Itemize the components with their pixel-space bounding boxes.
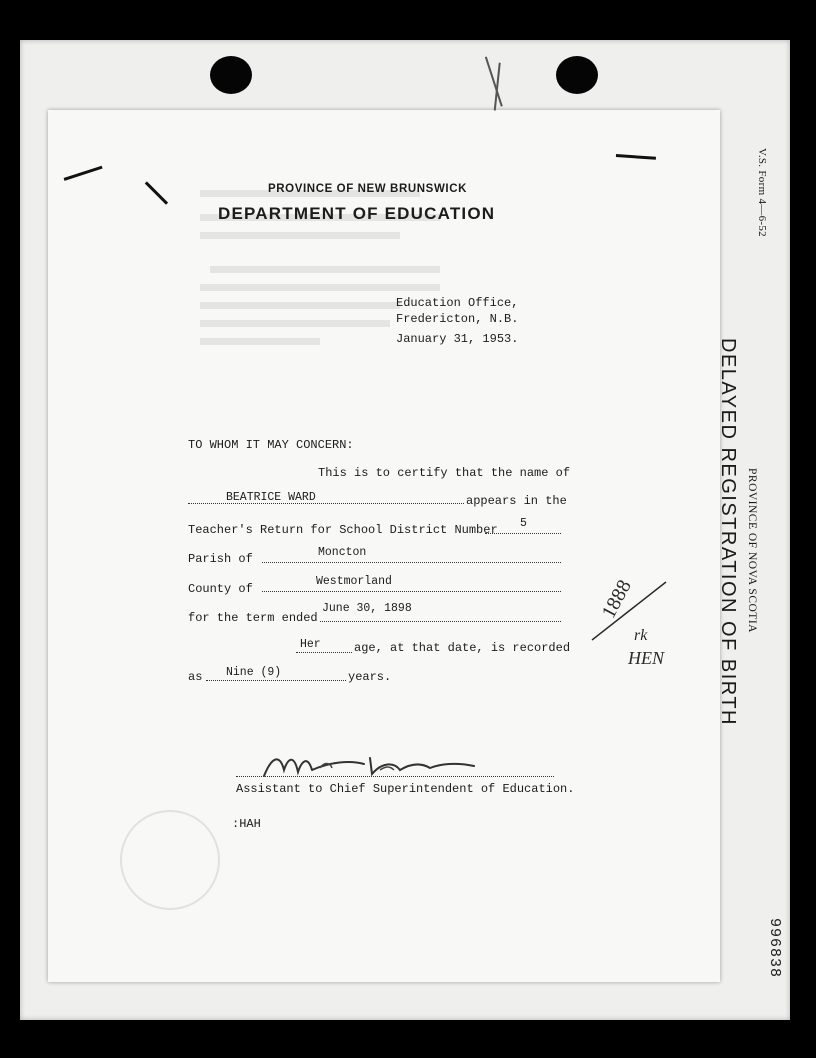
pronoun-line (296, 652, 352, 653)
district-label: Teacher's Return for School District Number (188, 523, 498, 537)
delayed-registration-title: DELAYED REGISTRATION OF BIRTH (717, 338, 739, 726)
parish-line (262, 562, 561, 563)
salutation: TO WHOM IT MAY CONCERN: (188, 438, 354, 452)
letter-date: January 31, 1953. (396, 332, 519, 346)
margin-note-initials-bottom: HEN (628, 648, 664, 668)
district-number-value: 5 (520, 517, 527, 530)
punch-hole-right (556, 56, 598, 94)
age-text: age, at that date, is recorded (354, 641, 571, 655)
letterhead-department: DEPARTMENT OF EDUCATION (218, 204, 496, 223)
serial-number: 996838 (766, 918, 783, 979)
as-label: as (188, 670, 203, 684)
county-line (262, 591, 561, 592)
margin-note-initials-top: rk (634, 627, 648, 644)
term-label: for the term ended (188, 611, 318, 625)
margin-note-year: 1888 (597, 576, 636, 622)
signature-title: Assistant to Chief Superintendent of Education. (236, 782, 575, 796)
parish-label: Parish of (188, 552, 253, 566)
appears-text: appears in the (466, 494, 567, 508)
certify-text: This is to certify that the name of (318, 466, 571, 480)
punch-hole-left (210, 56, 252, 94)
form-number: V.S. Form 4—6-52 (756, 148, 768, 237)
term-value: June 30, 1898 (322, 602, 412, 615)
years-text: years. (348, 670, 392, 684)
age-line (206, 680, 346, 681)
letterhead-province: PROVINCE OF NEW BRUNSWICK (268, 183, 467, 195)
age-value: Nine (9) (226, 666, 282, 679)
address-line-1: Education Office, (396, 296, 519, 310)
province-nova-scotia-label: PROVINCE OF NOVA SCOTIA (746, 468, 758, 633)
term-line (320, 621, 561, 622)
faded-seal-stamp (120, 810, 220, 910)
pronoun-value: Her (300, 638, 321, 651)
name-value: BEATRICE WARD (226, 491, 316, 504)
handwritten-margin-note (584, 560, 684, 680)
parish-value: Moncton (318, 546, 367, 559)
district-line (485, 533, 561, 534)
typist-initials: :HAH (232, 817, 261, 831)
county-value: Westmorland (316, 575, 392, 588)
signature-line (236, 776, 554, 777)
county-label: County of (188, 582, 253, 596)
address-line-2: Fredericton, N.B. (396, 312, 519, 326)
